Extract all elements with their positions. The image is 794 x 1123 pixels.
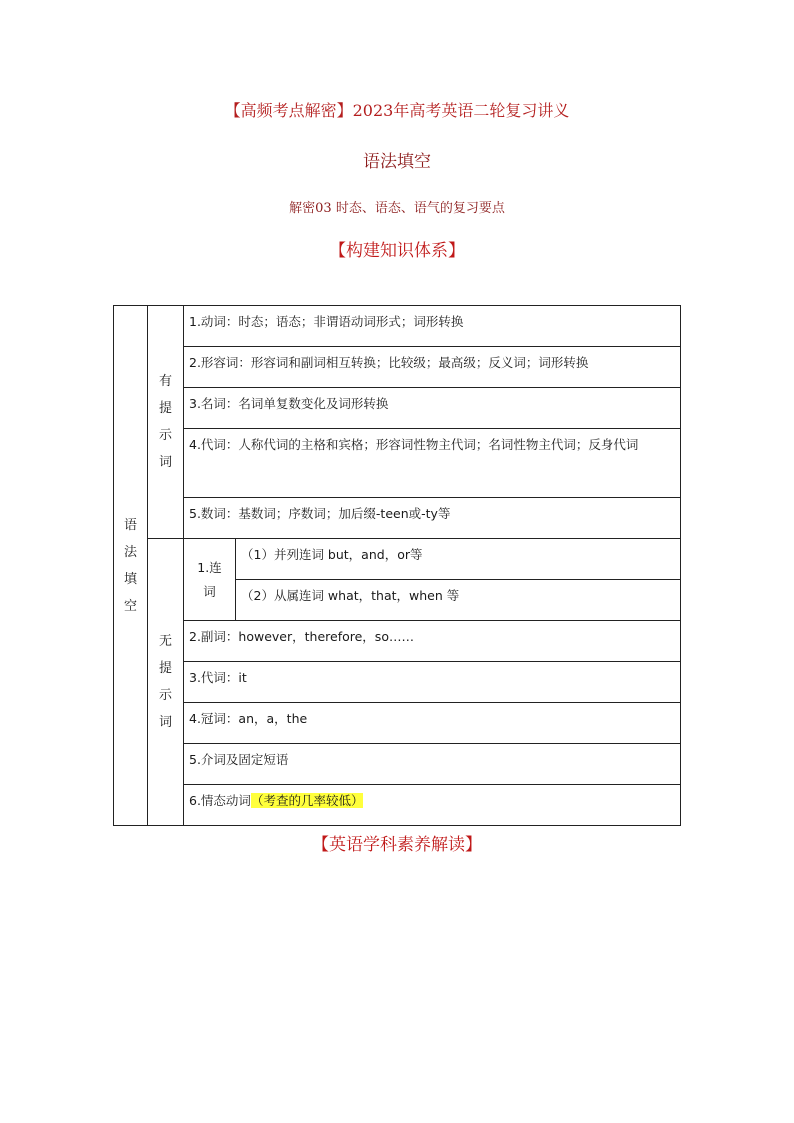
- table-cell: 5.介词及固定短语: [184, 744, 681, 785]
- table-cell: （2）从属连词 what，that，when 等: [236, 580, 681, 621]
- table-cell: 5.数词：基数词；序数词；加后缀-teen或-ty等: [184, 498, 681, 539]
- table-row: [114, 703, 681, 744]
- section-title: 解密03 时态、语态、语气的复习要点: [289, 201, 505, 216]
- table-cell: （1）并列连词 but，and，or等: [236, 539, 681, 580]
- table-row: [114, 539, 681, 580]
- modal-verb-label: 6.情态动词: [189, 793, 251, 808]
- table-row: [114, 498, 681, 539]
- group-label-cell: [148, 306, 184, 539]
- table-cell: 4.冠词：an，a，the: [184, 703, 681, 744]
- grammar-table: [113, 305, 681, 826]
- group-label-unhinted: 无提示词: [158, 634, 172, 730]
- table-cell: 1.动词：时态；语态；非谓语动词形式；词形转换: [184, 306, 681, 347]
- table-row: [114, 621, 681, 662]
- knowledge-system-heading: 【构建知识体系】: [329, 241, 465, 261]
- conjunction-label: 1.连词: [197, 559, 222, 599]
- table-row: [114, 744, 681, 785]
- table-cell: 2.形容词：形容词和副词相互转换；比较级；最高级；反义词；词形转换: [184, 347, 681, 388]
- highlighted-note: （考查的几率较低）: [250, 793, 364, 808]
- root-label-cell: [114, 306, 148, 826]
- table-cell: 2.副词：however，therefore，so……: [184, 621, 681, 662]
- root-label: 语法填空: [123, 517, 137, 614]
- table-row: [114, 388, 681, 429]
- literacy-heading: 【英语学科素养解读】: [312, 835, 482, 855]
- table-row: [114, 662, 681, 703]
- table-row: [114, 429, 681, 498]
- table-row: [114, 785, 681, 826]
- table-cell: 3.名词：名词单复数变化及词形转换: [184, 388, 681, 429]
- group-label-cell: [148, 539, 184, 826]
- table-cell: [184, 785, 681, 826]
- table-row: [114, 347, 681, 388]
- table-cell: 4.代词：人称代词的主格和宾格；形容词性物主代词；名词性物主代词；反身代词: [184, 429, 681, 498]
- table-cell: 3.代词：it: [184, 662, 681, 703]
- document-title: 【高频考点解密】2023年高考英语二轮复习讲义: [224, 101, 570, 120]
- table-row: [114, 306, 681, 347]
- group-label-hinted: 有提示词: [158, 374, 172, 470]
- conjunction-label-cell: [184, 539, 236, 621]
- document-subtitle: 语法填空: [363, 152, 431, 172]
